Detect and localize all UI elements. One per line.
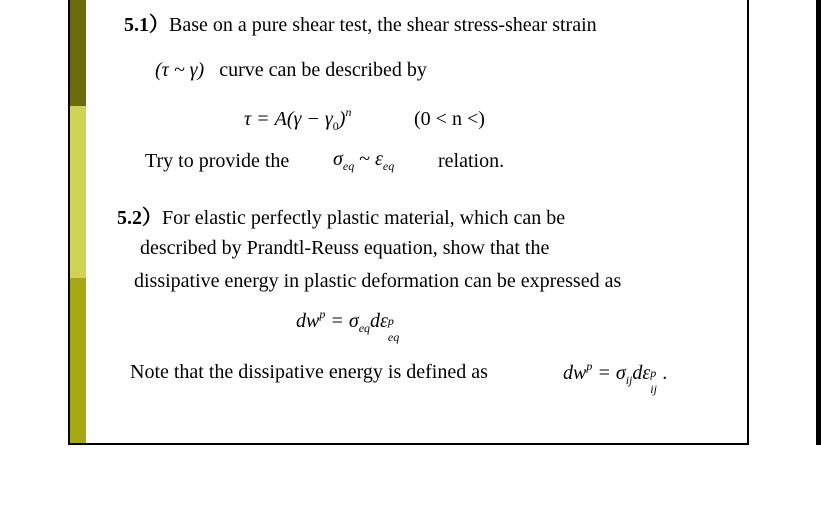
problem-5-2-line2: described by Prandtl-Reuss equation, show that the [140, 237, 550, 259]
problem-5-2-line1: 5.2）For elastic perfectly plastic material, which can be [117, 207, 566, 229]
accent-stripe-bottom [70, 278, 86, 443]
problem-5-1-line1: 5.1）Base on a pure shear test, the shear stress-shear strain [124, 14, 597, 36]
curve-expression: (τ ~ γ) [155, 59, 205, 81]
problem-5-2-number: 5.2） [117, 207, 162, 229]
definition-equation: $dw^p = \sigma_{ij}d\varepsilon$ p . [563, 359, 668, 387]
problem-5-1-number: 5.1） [124, 14, 169, 36]
next-slide-edge [816, 0, 821, 445]
dissipative-energy-equation: $dw^p = \sigma_{eq}d\varepsilon$ p [296, 307, 394, 335]
problem-5-2-line3: dissipative energy in plastic deformation can be expressed as [134, 270, 622, 292]
note-text: Note that the dissipative energy is defined as [130, 361, 488, 383]
accent-stripe-middle [70, 106, 86, 278]
shear-equation: $\tau = A(\gamma - \gamma_0)^n$ [244, 105, 352, 133]
problem-5-1-line2: (τ ~ γ) curve can be described by [155, 59, 427, 81]
try-text: Try to provide the [145, 150, 290, 172]
relation-word: relation. [438, 150, 505, 172]
equation-condition: (0 < n <) [414, 108, 485, 130]
accent-stripe-top [70, 0, 86, 106]
relation-expression: $\sigma_{eq}$ ~ $\varepsilon_{eq}$ [333, 148, 395, 173]
